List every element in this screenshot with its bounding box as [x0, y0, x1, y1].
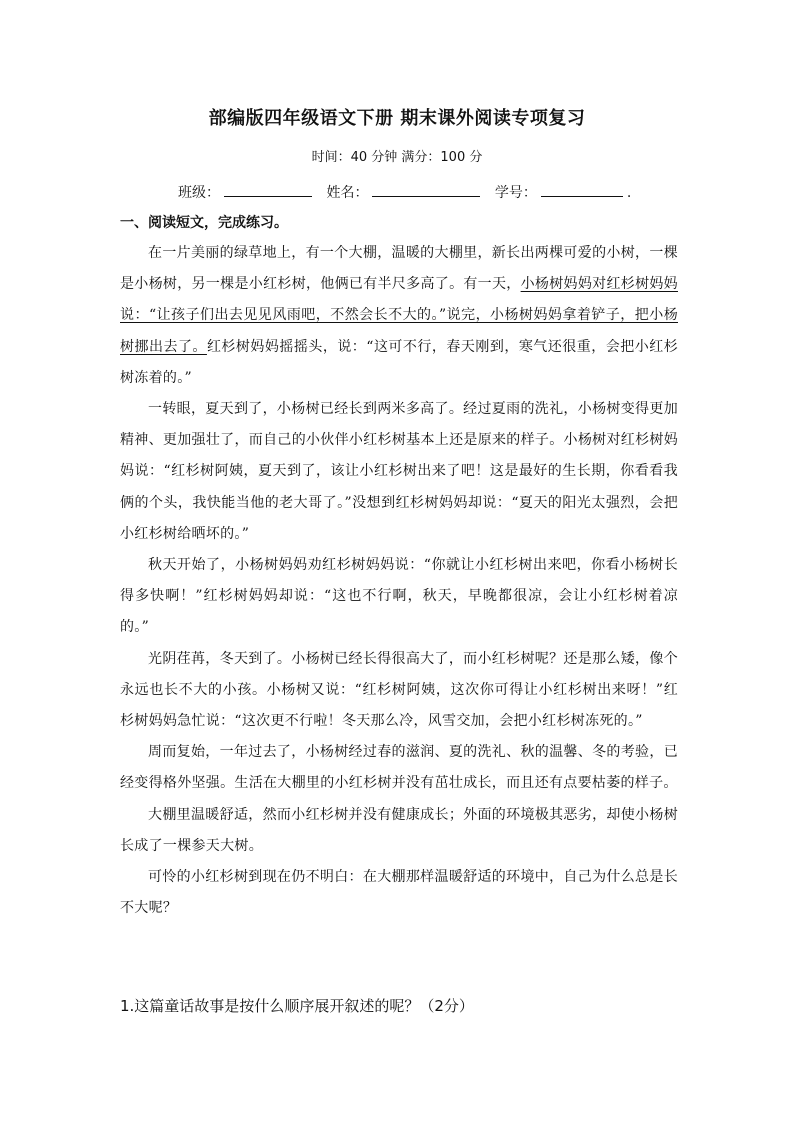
section-heading: 一、阅读短文，完成练习。: [120, 215, 288, 231]
paragraph-1-text-a: 在一片美丽的绿草地上，有一个大棚，温暖的大棚里，新长出两棵可爱的小树，一棵是小杨树，另一棵是小红杉树，他俩已有半尺多高了。有一天，: [120, 245, 678, 293]
name-label: 姓名：: [326, 185, 369, 201]
passage-paragraph-4: 光阴荏苒，冬天到了。小杨树已经长得很高大了，而小红杉树呢？还是那么矮，像个永远也长不大的小孩。小杨树又说：“红杉树阿姨，这次你可得让小红杉树出来呀！”红杉树妈妈急忙说：“这次更不行啦！冬天那么冷，风雪交加，会把小红杉树冻死的。”: [120, 650, 678, 730]
underlined-sentence: 小杨树妈妈对红杉树妈妈说：“让孩子们出去见见风雨吧，不然会长不大的。”说完，小杨树妈妈拿着铲子，把小杨树挪出去了。: [120, 276, 678, 355]
student-info-fields: [178, 182, 631, 202]
class-label: 班级：: [178, 185, 220, 201]
passage-paragraph-1: [120, 238, 678, 394]
paragraph-1-text-b: 红杉树妈妈摇摇头，说：“这可不行，春天刚到，寒气还很重，会把小红杉树冻着的。”: [120, 338, 678, 386]
passage-paragraph-5: 周而复始，一年过去了，小杨树经过春的滋润、夏的洗礼、秋的温馨、冬的考验，已经变得格外坚强。生活在大棚里的小红杉树并没有茁壮成长，而且还有点要枯萎的样子。: [120, 744, 678, 792]
student-id-blank[interactable]: [541, 182, 623, 197]
name-blank[interactable]: [372, 182, 480, 197]
passage-paragraph-7: 可怜的小红杉树到现在仍不明白：在大棚那样温暖舒适的环境中，自己为什么总是长不大呢？: [120, 869, 678, 917]
question-1: 1.这篇童话故事是按什么顺序展开叙述的呢？（2分）: [120, 997, 474, 1015]
passage-paragraph-2: 一转眼，夏天到了，小杨树已经长到两米多高了。经过夏雨的洗礼，小杨树变得更加精神、更加强壮了，而自己的小伙伴小红杉树基本上还是原来的样子。小杨树对红杉树妈妈说：“红杉树阿姨，夏天到了，该让小红杉树出来了吧！这是最好的生长期，你看看我俩的个头，我快能当他的老大哥了。”没想到红杉树妈妈却说：“夏天的阳光太强烈，会把小红杉树给晒坏的。”: [120, 401, 678, 542]
passage-paragraph-3: 秋天开始了，小杨树妈妈劝红杉树妈妈说：“你就让小红杉树出来吧，你看小杨树长得多快啊！”红杉树妈妈却说：“这也不行啊，秋天，早晚都很凉，会让小红杉树着凉的。”: [120, 557, 678, 636]
passage-paragraph-6: 大棚里温暖舒适，然而小红杉树并没有健康成长；外面的环境极其恶劣，却使小杨树长成了一棵参天大树。: [120, 806, 678, 854]
class-blank[interactable]: [224, 182, 312, 197]
student-id-label: 学号：: [494, 185, 537, 201]
reading-passage: [120, 238, 678, 924]
page-title: 部编版四年级语文下册 期末课外阅读专项复习: [208, 108, 586, 129]
fields-end-mark: .: [626, 185, 632, 201]
exam-time-info: 时间：40 分钟 满分：100 分: [311, 150, 483, 165]
